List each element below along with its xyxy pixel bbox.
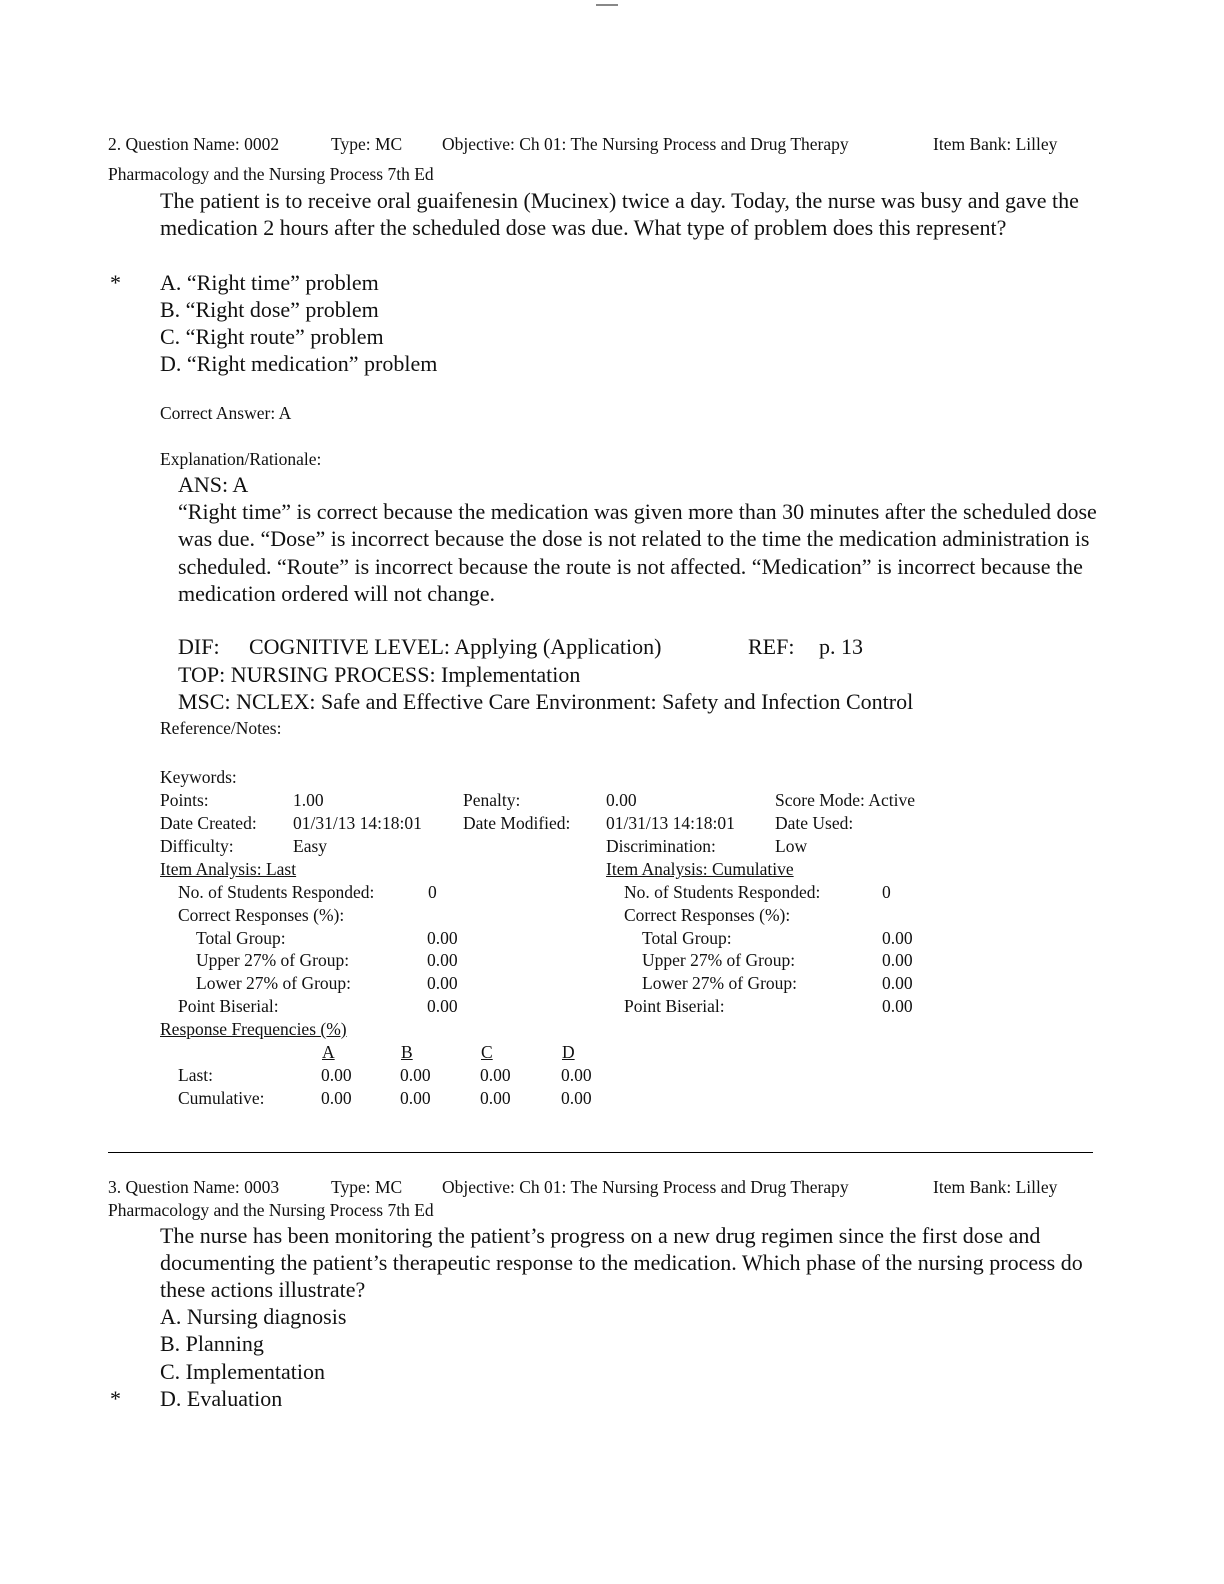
last-upper-label: Upper 27% of Group: — [196, 950, 350, 970]
cum-students-label: No. of Students Responded: — [624, 882, 821, 902]
cum-biserial-value: 0.00 — [882, 996, 913, 1016]
date-created-label: Date Created: — [160, 813, 257, 833]
freq-last-a: 0.00 — [321, 1065, 352, 1085]
q2-cognitive-level: COGNITIVE LEVEL: Applying (Application) — [249, 634, 662, 659]
score-mode: Score Mode: Active — [775, 790, 915, 810]
last-upper-value: 0.00 — [427, 950, 458, 970]
q2-option-b: B. “Right dose” problem — [160, 297, 379, 322]
q2-correct-answer: Correct Answer: A — [160, 403, 292, 423]
freq-last-c: 0.00 — [480, 1065, 511, 1085]
last-correct-label: Correct Responses (%): — [178, 905, 345, 925]
last-total-label: Total Group: — [196, 928, 286, 948]
date-created-value: 01/31/13 14:18:01 — [293, 813, 422, 833]
q3-option-c: C. Implementation — [160, 1359, 325, 1384]
cum-biserial-label: Point Biserial: — [624, 996, 725, 1016]
freq-cumulative-label: Cumulative: — [178, 1088, 265, 1108]
penalty-label: Penalty: — [463, 790, 521, 810]
q3-type: Type: MC — [331, 1177, 403, 1197]
cum-upper-label: Upper 27% of Group: — [642, 950, 796, 970]
q2-dif: DIF: — [178, 634, 220, 659]
freq-cum-b: 0.00 — [400, 1088, 431, 1108]
q2-option-d: D. “Right medication” problem — [160, 351, 438, 376]
q2-item-bank-cont: Pharmacology and the Nursing Process 7th Ed — [108, 164, 434, 184]
last-students-label: No. of Students Responded: — [178, 882, 375, 902]
q2-keywords: Keywords: — [160, 767, 237, 787]
last-lower-value: 0.00 — [427, 973, 458, 993]
points-value: 1.00 — [293, 790, 324, 810]
q2-rationale: “Right time” is correct because the medication was given more than 30 minutes after the scheduled dose was due. “Dose” is incorrect because the dose is not related to the time the medication administration is scheduled. “Route” is incorrect because the route is not affected. “Medication” is incorrect because the medication ordered will not change. — [178, 499, 1097, 606]
freq-header-c: C — [481, 1042, 493, 1062]
q3-item-bank: Item Bank: Lilley — [933, 1177, 1058, 1197]
q2-item-bank: Item Bank: Lilley — [933, 134, 1058, 154]
cum-total-label: Total Group: — [642, 928, 732, 948]
last-lower-label: Lower 27% of Group: — [196, 973, 352, 993]
freq-header-a: A — [322, 1042, 335, 1062]
q3-item-bank-cont: Pharmacology and the Nursing Process 7th Ed — [108, 1200, 434, 1220]
cum-lower-label: Lower 27% of Group: — [642, 973, 798, 993]
last-biserial-label: Point Biserial: — [178, 996, 279, 1016]
freq-last-label: Last: — [178, 1065, 213, 1085]
date-modified-label: Date Modified: — [463, 813, 571, 833]
q2-msc: MSC: NCLEX: Safe and Effective Care Environment: Safety and Infection Control — [178, 689, 914, 714]
freq-last-d: 0.00 — [561, 1065, 592, 1085]
question-divider — [108, 1152, 1093, 1153]
freq-header-b: B — [401, 1042, 413, 1062]
q2-ref-page: p. 13 — [819, 634, 863, 659]
freq-cum-a: 0.00 — [321, 1088, 352, 1108]
q3-correct-marker: * — [110, 1386, 121, 1411]
q3-question-name: 3. Question Name: 0003 — [108, 1177, 280, 1197]
last-students-value: 0 — [428, 882, 437, 902]
q3-option-a: A. Nursing diagnosis — [160, 1304, 347, 1329]
difficulty-value: Easy — [293, 836, 328, 856]
item-analysis-cumulative-title: Item Analysis: Cumulative — [606, 859, 794, 879]
freq-last-b: 0.00 — [400, 1065, 431, 1085]
cum-lower-value: 0.00 — [882, 973, 913, 993]
q2-objective: Objective: Ch 01: The Nursing Process and Drug Therapy — [442, 134, 849, 154]
cum-students-value: 0 — [882, 882, 891, 902]
cum-total-value: 0.00 — [882, 928, 913, 948]
freq-header-d: D — [562, 1042, 575, 1062]
q2-ans: ANS: A — [178, 472, 249, 497]
q2-correct-marker: * — [110, 270, 121, 295]
q2-reference-notes: Reference/Notes: — [160, 718, 282, 738]
response-frequencies-title: Response Frequencies (%) — [160, 1019, 347, 1039]
q2-option-a: A. “Right time” problem — [160, 270, 379, 295]
q2-type: Type: MC — [331, 134, 403, 154]
q2-stem: The patient is to receive oral guaifenesin (Mucinex) twice a day. Today, the nurse was busy and gave the medication 2 hours after the scheduled dose was due. What type of problem does this represent? — [160, 188, 1079, 240]
date-modified-value: 01/31/13 14:18:01 — [606, 813, 735, 833]
q3-objective: Objective: Ch 01: The Nursing Process and Drug Therapy — [442, 1177, 849, 1197]
page-top-mark — [596, 4, 618, 6]
last-total-value: 0.00 — [427, 928, 458, 948]
q2-explanation-label: Explanation/Rationale: — [160, 449, 322, 469]
item-analysis-last-title: Item Analysis: Last — [160, 859, 297, 879]
cum-upper-value: 0.00 — [882, 950, 913, 970]
points-label: Points: — [160, 790, 209, 810]
freq-cum-d: 0.00 — [561, 1088, 592, 1108]
difficulty-label: Difficulty: — [160, 836, 234, 856]
q3-stem: The nurse has been monitoring the patient’s progress on a new drug regimen since the first dose and documenting the patient’s therapeutic response to the medication. Which phase of the nursing process do these actions illustrate? — [160, 1223, 1083, 1302]
discrimination-value: Low — [775, 836, 808, 856]
cum-correct-label: Correct Responses (%): — [624, 905, 791, 925]
date-used-label: Date Used: — [775, 813, 854, 833]
q2-topic: TOP: NURSING PROCESS: Implementation — [178, 662, 581, 687]
freq-cum-c: 0.00 — [480, 1088, 511, 1108]
last-biserial-value: 0.00 — [427, 996, 458, 1016]
q2-ref: REF: — [748, 634, 795, 659]
q2-question-name: 2. Question Name: 0002 — [108, 134, 280, 154]
q2-option-c: C. “Right route” problem — [160, 324, 384, 349]
q3-option-b: B. Planning — [160, 1331, 264, 1356]
penalty-value: 0.00 — [606, 790, 637, 810]
q3-option-d: D. Evaluation — [160, 1386, 283, 1411]
discrimination-label: Discrimination: — [606, 836, 716, 856]
